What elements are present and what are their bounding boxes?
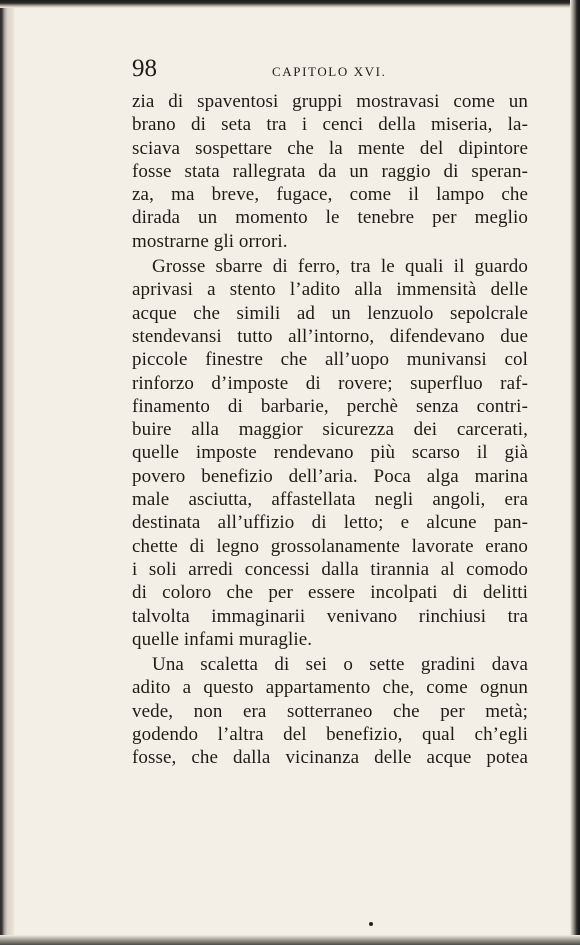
text-line: destinata all’uffizio di letto; e alcune pan- [132,512,528,534]
text-line: male asciutta, affastellata negli angoli, era [132,489,528,511]
text-line: chette di legno grossolanamente lavorate erano [132,535,528,557]
text-line: buire alla maggior sicurezza dei carcerati, [132,419,528,441]
body-text [132,90,528,770]
text-line: finamento di barbarie, perchè senza contri- [132,395,528,417]
text-line: vede, non era sotterraneo che per metà; [132,700,528,722]
text-line: Grosse sbarre di ferro, tra le quali il guardo [152,256,528,278]
text-line: mostrarne gli orrori. [132,230,288,252]
text-line: godendo l’altra del benefizio, qual ch’egli [132,724,528,746]
text-line: talvolta immaginarii venivano rinchiusi tra [132,605,528,627]
text-line: fosse stata rallegrata da un raggio di speran- [132,160,528,182]
text-line: povero benefizio dell’aria. Poca alga marina [132,465,528,487]
page-top-edge [0,0,580,8]
text-line: adito a questo appartamento che, come ognun [132,677,528,699]
text-line: di coloro che per essere incolpati di delitti [132,582,528,604]
paragraph-1 [132,90,528,253]
text-line: quelle imposte rendevano più scarso il già [132,442,528,464]
page-number: 98 [132,55,157,82]
page-left-edge [0,0,14,945]
page-content [132,50,528,770]
text-line: rinforzo d’imposte di rovere; superfluo raf- [132,372,528,394]
page-right-edge [570,0,580,945]
text-line: zia di spaventosi gruppi mostravasi come un [132,91,528,112]
text-line: piccole finestre che all’uopo munivansi col [132,349,528,371]
page-dot-mark [369,922,373,926]
chapter-title: CAPITOLO XVI. [272,64,387,79]
text-line: i soli arredi concessi dalla tirannia al comodo [132,558,528,580]
paragraph-2 [132,255,528,651]
page-bottom-edge [0,935,580,945]
text-line: fosse, che dalla vicinanza delle acque potea [132,747,528,769]
paragraph-3 [132,653,528,769]
text-line: za, ma breve, fugace, come il lampo che [132,184,528,206]
running-header [132,50,528,88]
text-line: quelle infami muraglie. [132,628,313,650]
text-line: dirada un momento le tenebre per meglio [132,207,528,229]
text-line: aprivasi a stento l’adito alla immensità delle [132,279,528,301]
text-line: brano di seta tra i cenci della miseria, la- [132,114,528,136]
text-line: stendevansi tutto all’intorno, difendevano due [132,325,528,347]
text-line: acque che simili ad un lenzuolo sepolcrale [132,302,528,324]
text-line: Una scaletta di sei o sette gradini dava [152,654,528,676]
text-line: sciava sospettare che la mente del dipintore [132,137,528,159]
